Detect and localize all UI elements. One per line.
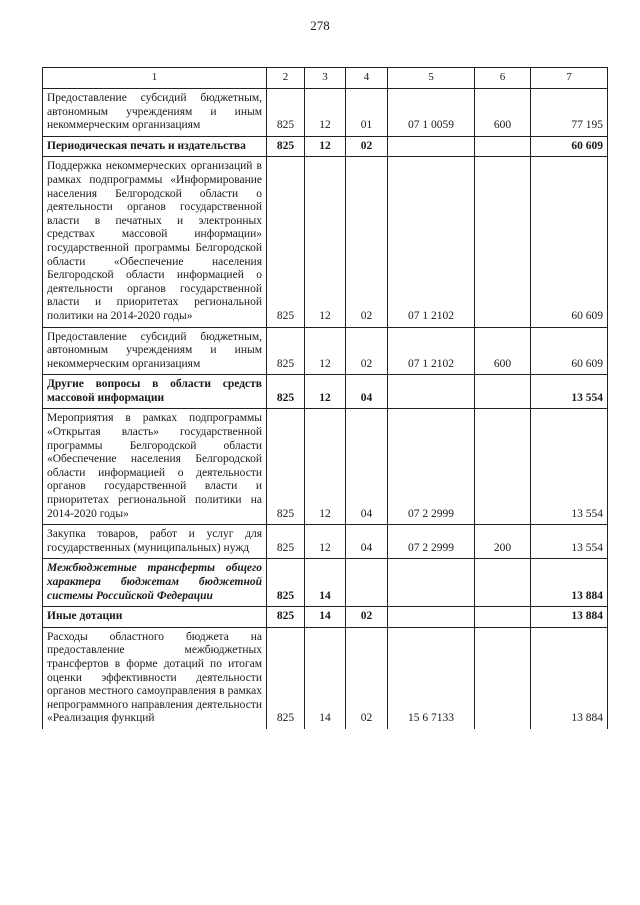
row-amount: 13 554 [531, 525, 608, 559]
row-expense-type [475, 136, 531, 157]
column-header: 3 [305, 68, 346, 89]
row-target-code: 07 1 0059 [388, 89, 475, 137]
row-section-code: 12 [305, 89, 346, 137]
table-row [43, 409, 608, 525]
row-section-code: 12 [305, 327, 346, 375]
row-ved-code: 825 [267, 327, 305, 375]
row-description: Межбюджетные трансферты общего характера бюджетам бюджетной системы Российской Федерации [43, 559, 267, 607]
row-ved-code: 825 [267, 375, 305, 409]
row-target-code: 07 1 2102 [388, 327, 475, 375]
row-amount: 13 554 [531, 409, 608, 525]
row-description: Мероприятия в рамках подпрограммы «Открытая власть» государственной программы Белгородской области «Обеспечение населения Белгородской области информацией о деятельности органов государственной власти и приоритетах региональной политики на 2014-2020 годы» [43, 409, 267, 525]
row-amount: 13 884 [531, 607, 608, 628]
row-target-code: 07 2 2999 [388, 409, 475, 525]
row-expense-type: 600 [475, 89, 531, 137]
row-section-code: 14 [305, 559, 346, 607]
row-description: Закупка товаров, работ и услуг для государственных (муниципальных) нужд [43, 525, 267, 559]
row-subsection-code: 02 [346, 136, 388, 157]
row-description: Другие вопросы в области средств массовой информации [43, 375, 267, 409]
table-row [43, 559, 608, 607]
row-expense-type [475, 375, 531, 409]
row-ved-code: 825 [267, 559, 305, 607]
row-target-code: 07 2 2999 [388, 525, 475, 559]
row-description: Предоставление субсидий бюджетным, автономным учреждениям и иным некоммерческим организациям [43, 89, 267, 137]
page-number: 278 [310, 18, 330, 33]
row-description: Поддержка некоммерческих организаций в рамках подпрограммы «Информирование населения Белгородской области о деятельности органов государственной власти в печатных и электронных средствах массовой информации» государственной программы Белгородской области «Обеспечение населения Белгородской области информацией о деятельности органов государственной власти и приоритетах региональной политики на 2014-2020 годы» [43, 157, 267, 327]
table-row [43, 375, 608, 409]
budget-table [42, 67, 608, 729]
row-subsection-code [346, 559, 388, 607]
row-target-code [388, 375, 475, 409]
row-subsection-code: 02 [346, 627, 388, 729]
row-amount: 13 554 [531, 375, 608, 409]
header-row [43, 68, 608, 89]
row-ved-code: 825 [267, 89, 305, 137]
row-description: Иные дотации [43, 607, 267, 628]
row-expense-type [475, 157, 531, 327]
row-description: Предоставление субсидий бюджетным, автономным учреждениям и иным некоммерческим организациям [43, 327, 267, 375]
row-section-code: 14 [305, 627, 346, 729]
row-subsection-code: 02 [346, 607, 388, 628]
row-amount: 13 884 [531, 627, 608, 729]
row-expense-type: 200 [475, 525, 531, 559]
row-subsection-code: 04 [346, 525, 388, 559]
row-target-code [388, 136, 475, 157]
row-section-code: 12 [305, 136, 346, 157]
row-target-code: 15 6 7133 [388, 627, 475, 729]
row-expense-type [475, 559, 531, 607]
row-amount: 60 609 [531, 157, 608, 327]
row-section-code: 12 [305, 525, 346, 559]
row-amount: 60 609 [531, 136, 608, 157]
row-amount: 77 195 [531, 89, 608, 137]
table-row [43, 157, 608, 327]
row-subsection-code: 02 [346, 327, 388, 375]
column-header: 6 [475, 68, 531, 89]
row-ved-code: 825 [267, 136, 305, 157]
row-section-code: 12 [305, 375, 346, 409]
row-amount: 13 884 [531, 559, 608, 607]
row-expense-type [475, 627, 531, 729]
row-expense-type [475, 409, 531, 525]
table-row [43, 327, 608, 375]
row-section-code: 12 [305, 157, 346, 327]
column-header: 1 [43, 68, 267, 89]
column-header: 2 [267, 68, 305, 89]
column-header: 4 [346, 68, 388, 89]
row-description: Расходы областного бюджета на предоставление межбюджетных трансфертов в форме дотаций по итогам оценки эффективности деятельности органов местного самоуправления в рамках непрограммного направления деятельности «Реализация функций [43, 627, 267, 729]
row-ved-code: 825 [267, 607, 305, 628]
row-ved-code: 825 [267, 157, 305, 327]
row-ved-code: 825 [267, 409, 305, 525]
row-section-code: 12 [305, 409, 346, 525]
row-subsection-code: 01 [346, 89, 388, 137]
column-header: 5 [388, 68, 475, 89]
row-expense-type: 600 [475, 327, 531, 375]
row-target-code [388, 559, 475, 607]
row-section-code: 14 [305, 607, 346, 628]
table-row [43, 89, 608, 137]
row-expense-type [475, 607, 531, 628]
row-target-code [388, 607, 475, 628]
row-ved-code: 825 [267, 627, 305, 729]
row-subsection-code: 04 [346, 409, 388, 525]
table-row [43, 525, 608, 559]
table-row [43, 627, 608, 729]
column-header: 7 [531, 68, 608, 89]
row-description: Периодическая печать и издательства [43, 136, 267, 157]
row-target-code: 07 1 2102 [388, 157, 475, 327]
row-subsection-code: 02 [346, 157, 388, 327]
table-row [43, 136, 608, 157]
row-amount: 60 609 [531, 327, 608, 375]
table-row [43, 607, 608, 628]
row-ved-code: 825 [267, 525, 305, 559]
row-subsection-code: 04 [346, 375, 388, 409]
